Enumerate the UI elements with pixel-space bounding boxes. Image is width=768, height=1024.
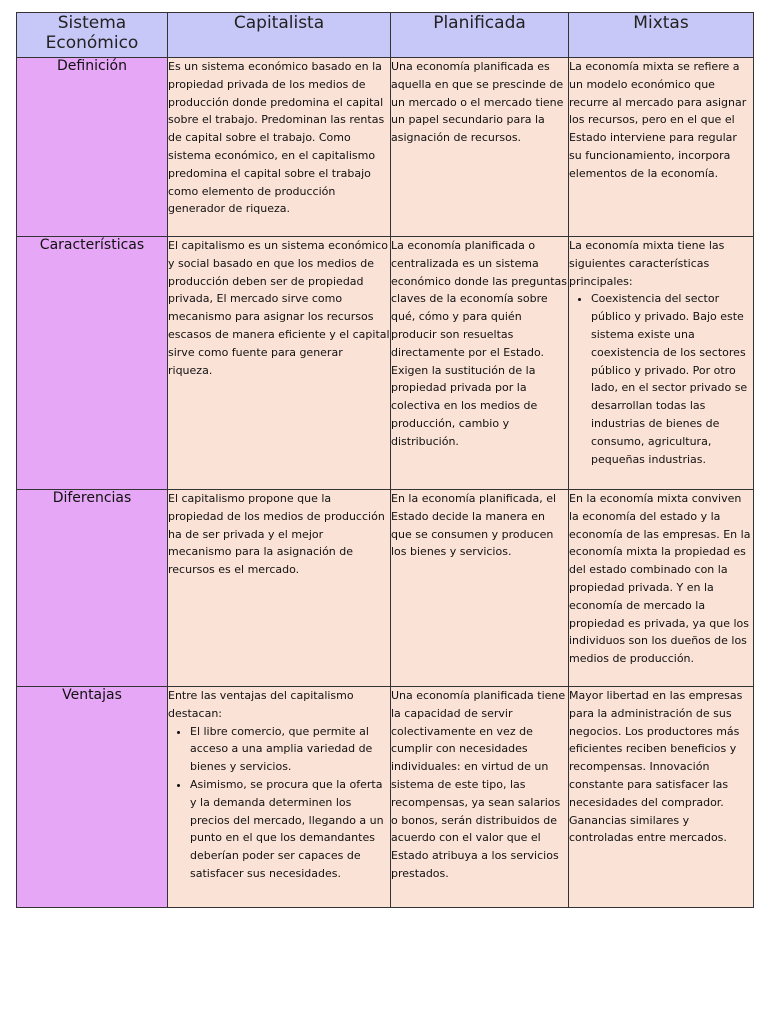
cell-definicion-capitalista: Es un sistema económico basado en la propiedad privada de los medios de producción donde predomina el capital sobre el trabajo. Predominan las rentas de capital sobre el trabajo. Como sistema económico, en el capitalismo predomina el capital sobre el trabajo como elemento de producción generador de riqueza. (168, 58, 391, 237)
list-item: • El libre comercio, que permite al acceso a una amplia variedad de bienes y servicios. (190, 723, 390, 776)
ventajas-capitalista-intro: Entre las ventajas del capitalismo destacan: (168, 689, 354, 720)
cell-ventajas-capitalista (168, 687, 391, 908)
table-row-diferencias (17, 490, 754, 687)
list-item: • Asimismo, se procura que la oferta y la demanda determinen los precios del mercado, llegando a un punto en el que los demandantes deberían poder ser capaces de satisfacer sus necesidades. (190, 776, 390, 883)
header-sistema: Sistema Económico (17, 13, 168, 58)
cell-diferencias-mixtas: En la economía mixta conviven la economía del estado y la economía de las empresas. En la economía mixta la propiedad es del estado combinado con la propiedad privada. Y en la economía de mercado la propiedad es privada, ya que los individuos son los dueños de los medios de producción. (569, 490, 754, 687)
header-row (17, 13, 754, 58)
cell-ventajas-mixtas: Mayor libertad en las empresas para la administración de sus negocios. Los productores más eficientes reciben beneficios y recompensas. Innovación constante para satisfacer las necesidades del comprador. Ganancias similares y controladas entre mercados. (569, 687, 754, 908)
cell-caracteristicas-capitalista: El capitalismo es un sistema económico y social basado en que los medios de producción deben ser de propiedad privada, El mercado sirve como mecanismo para asignar los recursos escasos de manera eficiente y el capital sirve como fuente para generar riqueza. (168, 237, 391, 490)
cell-ventajas-planificada: Una economía planificada tiene la capacidad de servir colectivamente en vez de cumplir con necesidades individuales: en virtud de un sistema de este tipo, las recompensas, ya sean salarios o bonos, serán distribuidos de acuerdo con el valor que el Estado atribuya a los servicios prestados. (391, 687, 569, 908)
cell-caracteristicas-mixtas (569, 237, 754, 490)
table-row-ventajas (17, 687, 754, 908)
ventajas-capitalista-list (168, 723, 390, 883)
table-row-definicion (17, 58, 754, 237)
row-label-definicion: Definición (17, 58, 168, 237)
cell-diferencias-capitalista: El capitalismo propone que la propiedad de los medios de producción ha de ser privada y el mejor mecanismo para la asignación de recursos es el mercado. (168, 490, 391, 687)
header-mixtas: Mixtas (569, 13, 754, 58)
row-label-caracteristicas: Características (17, 237, 168, 490)
caracteristicas-mixtas-list (569, 290, 753, 468)
cell-definicion-planificada: Una economía planificada es aquella en que se prescinde de un mercado o el mercado tiene un papel secundario para la asignación de recursos. (391, 58, 569, 237)
row-label-diferencias: Diferencias (17, 490, 168, 687)
caracteristicas-mixtas-intro: La economía mixta tiene las siguientes características principales: (569, 239, 725, 288)
list-item: • Coexistencia del sector público y privado. Bajo este sistema existe una coexistencia de los sectores público y privado. Por otro lado, en el sector privado se desarrollan todas las industrias de bienes de consumo, agricultura, pequeñas industrias. (591, 290, 753, 468)
cell-caracteristicas-planificada: La economía planificada o centralizada es un sistema económico donde las preguntas claves de la economía sobre qué, cómo y para quién producir son resueltas directamente por el Estado. Exigen la sustitución de la propiedad privada por la colectiva en los medios de producción, cambio y distribución. (391, 237, 569, 490)
economic-systems-table (16, 12, 754, 908)
header-capitalista: Capitalista (168, 13, 391, 58)
header-planificada: Planificada (391, 13, 569, 58)
table-row-caracteristicas (17, 237, 754, 490)
row-label-ventajas: Ventajas (17, 687, 168, 908)
cell-definicion-mixtas: La economía mixta se refiere a un modelo económico que recurre al mercado para asignar los recursos, pero en el que el Estado interviene para regular su funcionamiento, incorpora elementos de la economía. (569, 58, 754, 237)
cell-diferencias-planificada: En la economía planificada, el Estado decide la manera en que se consumen y producen los bienes y servicios. (391, 490, 569, 687)
